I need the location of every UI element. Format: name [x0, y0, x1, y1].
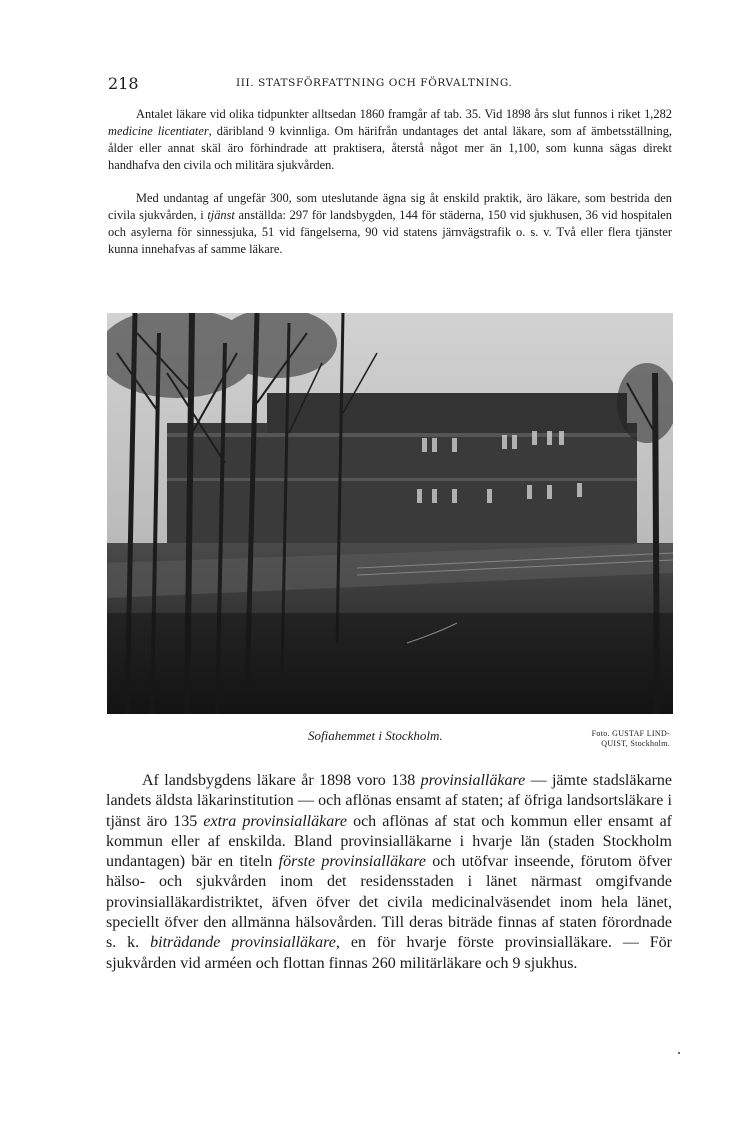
page-header	[108, 74, 674, 94]
emphasis-provinsiallakare: provinsialläkare	[420, 772, 526, 789]
paragraph-civil-service	[108, 190, 672, 258]
figure-caption: Sofiahemmet i Stockholm.	[308, 728, 443, 743]
text-span: , en för hvarje förste provinsialläkare. — För sjukvården vid arméen och flottan finnas 260 militärläkare och 9 sjukhus.	[106, 934, 673, 972]
text-span: och aflönas af stat och kommun eller ensamt af kommun eller af enskilda. Bland provinsialläkarne i hvarje län (staden Stockholm undantagen) bär en titeln	[106, 812, 673, 871]
photo-credit	[538, 729, 670, 749]
photo-credit-line: QUIST, Stockholm.	[601, 739, 670, 748]
text-span: , däribland 9 kvinnliga. Om härifrån undantages det antal läkare, som af ämbetsställning, ålder eller annat skäl äro förhindrade att praktisera, återstå något mer än 1,100, som kunna sägas direkt handhafva den civila och militära sjukvården.	[108, 124, 672, 172]
emphasis-extra-provinsiallakare: extra provinsialläkare	[203, 812, 347, 830]
text-span: — jämte stadsläkarne landets äldsta läkarinstitution — och aflönas ensamt af staten; af öfriga landsortsläkare i tjänst äro 135	[106, 772, 672, 830]
photograph-sofiahemmet	[107, 313, 673, 714]
page-number: 218	[108, 74, 139, 93]
text-span: Af landsbygdens läkare år 1898 voro 138	[142, 772, 421, 789]
text-span: anställda: 297 för landsbygden, 144 för städerna, 150 vid sjukhusen, 36 vid hospitalen och asylerna för sinnessjuka, 51 vid fängelserna, 90 vid statens järnvägstrafik o. s. v. Två eller flera tjänster kunna innehafvas af samme läkare.	[108, 208, 672, 256]
print-speck	[678, 1052, 680, 1054]
emphasis-bitradande-provinsiallakare: biträdande provinsialläkare	[150, 934, 336, 952]
text-span: Antalet läkare vid olika tidpunkter alltsedan 1860 framgår af tab. 35. Vid 1898 års slut funnos i riket 1,282	[136, 107, 672, 121]
running-head: III. STATSFÖRFATTNING OCH FÖRVALTNING.	[236, 77, 513, 89]
photo-credit-line: Foto. GUSTAF LIND-	[591, 729, 670, 738]
text-span: och utöfvar inseende, förutom öfver hälso- och sjukvården inom det residensstaden i länet närmast omgifvande provinsialläkardistriktet, äfven öfver det civila medicinalväsendet inom hela länet, speciellt öfver den allmänna hälsovården. Till deras biträde finnas af staten förordnade s. k.	[106, 853, 672, 952]
paragraph-physician-count	[108, 106, 672, 174]
emphasis-forste-provinsiallakare: förste provinsialläkare	[278, 853, 426, 871]
emphasis-medicine-licentiater: medicine licentiater	[108, 124, 209, 138]
paragraph-provincial-physicians	[106, 771, 672, 974]
text-span: Med undantag af ungefär 300, som uteslutande ägna sig åt enskild praktik, äro läkare, som bestrida den civila sjukvården, i	[108, 191, 672, 222]
emphasis-tjanst: tjänst	[207, 208, 235, 222]
